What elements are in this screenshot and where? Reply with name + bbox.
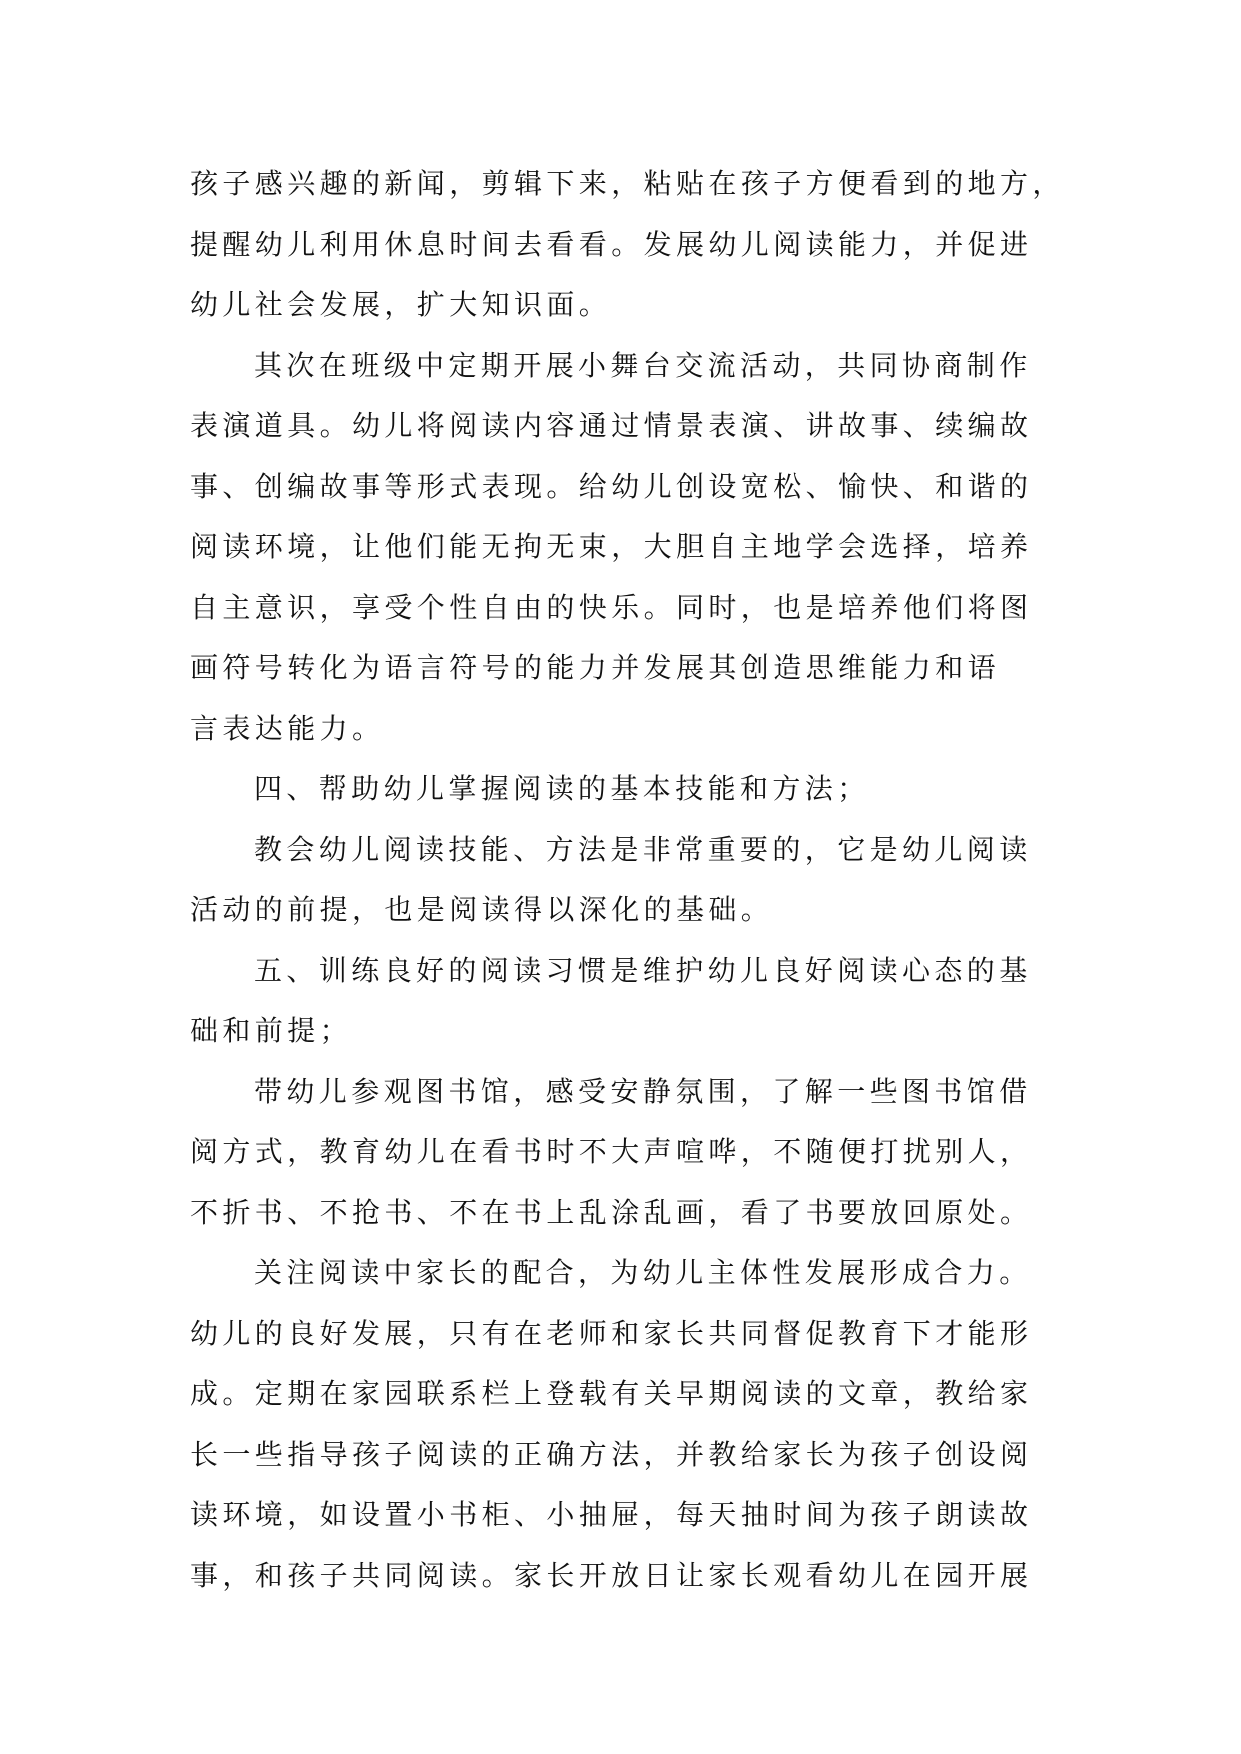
text-line: 读环境，如设置小书柜、小抽屉，每天抽时间为孩子朗读故 xyxy=(190,1498,1033,1531)
text-line: 成。定期在家园联系栏上登载有关早期阅读的文章，教给家 xyxy=(190,1377,1033,1410)
paragraph-start-line: 关注阅读中家长的配合，为幼儿主体性发展形成合力。 xyxy=(254,1256,1032,1289)
text-line: 不折书、不抢书、不在书上乱涂乱画，看了书要放回原处。 xyxy=(190,1195,1033,1229)
text-line: 自主意识，享受个性自由的快乐。同时，也是培养他们将图 xyxy=(190,590,1033,624)
text-line: 孩子感兴趣的新闻，剪辑下来，粘贴在孩子方便看到的地方， xyxy=(190,167,1065,200)
text-line: 事、创编故事等形式表现。给幼儿创设宽松、愉快、和谐的 xyxy=(190,469,1033,503)
text-line: 阅读环境，让他们能无拘无束，大胆自主地学会选择，培养 xyxy=(190,530,1033,563)
paragraph-start-line: 教会幼儿阅读技能、方法是非常重要的，它是幼儿阅读 xyxy=(254,832,1032,866)
text-line: 表演道具。幼儿将阅读内容通过情景表演、讲故事、续编故 xyxy=(190,409,1033,442)
text-line: 画符号转化为语言符号的能力并发展其创造思维能力和语 xyxy=(190,651,1001,684)
text-line: 言表达能力。 xyxy=(190,711,385,745)
text-line: 幼儿的良好发展，只有在老师和家长共同督促教育下才能形 xyxy=(190,1316,1033,1350)
text-line: 础和前提； xyxy=(190,1014,353,1047)
section-heading-five: 五、训练良好的阅读习惯是维护幼儿良好阅读心态的基 xyxy=(254,953,1032,987)
text-line: 活动的前提，也是阅读得以深化的基础。 xyxy=(190,893,774,926)
section-heading-four: 四、帮助幼儿掌握阅读的基本技能和方法； xyxy=(254,772,870,805)
text-line: 提醒幼儿利用休息时间去看看。发展幼儿阅读能力，并促进 xyxy=(190,227,1033,261)
document-body xyxy=(190,154,1065,1606)
paragraph-start-line: 带幼儿参观图书馆，感受安静氛围，了解一些图书馆借 xyxy=(254,1074,1032,1108)
text-line: 幼儿社会发展，扩大知识面。 xyxy=(190,288,612,321)
text-line: 阅方式，教育幼儿在看书时不大声喧哗，不随便打扰别人， xyxy=(190,1135,1033,1168)
text-line: 长一些指导孩子阅读的正确方法，并教给家长为孩子创设阅 xyxy=(190,1437,1033,1471)
paragraph-start-line: 其次在班级中定期开展小舞台交流活动，共同协商制作 xyxy=(254,348,1032,382)
text-line: 事，和孩子共同阅读。家长开放日让家长观看幼儿在园开展 xyxy=(190,1558,1033,1592)
